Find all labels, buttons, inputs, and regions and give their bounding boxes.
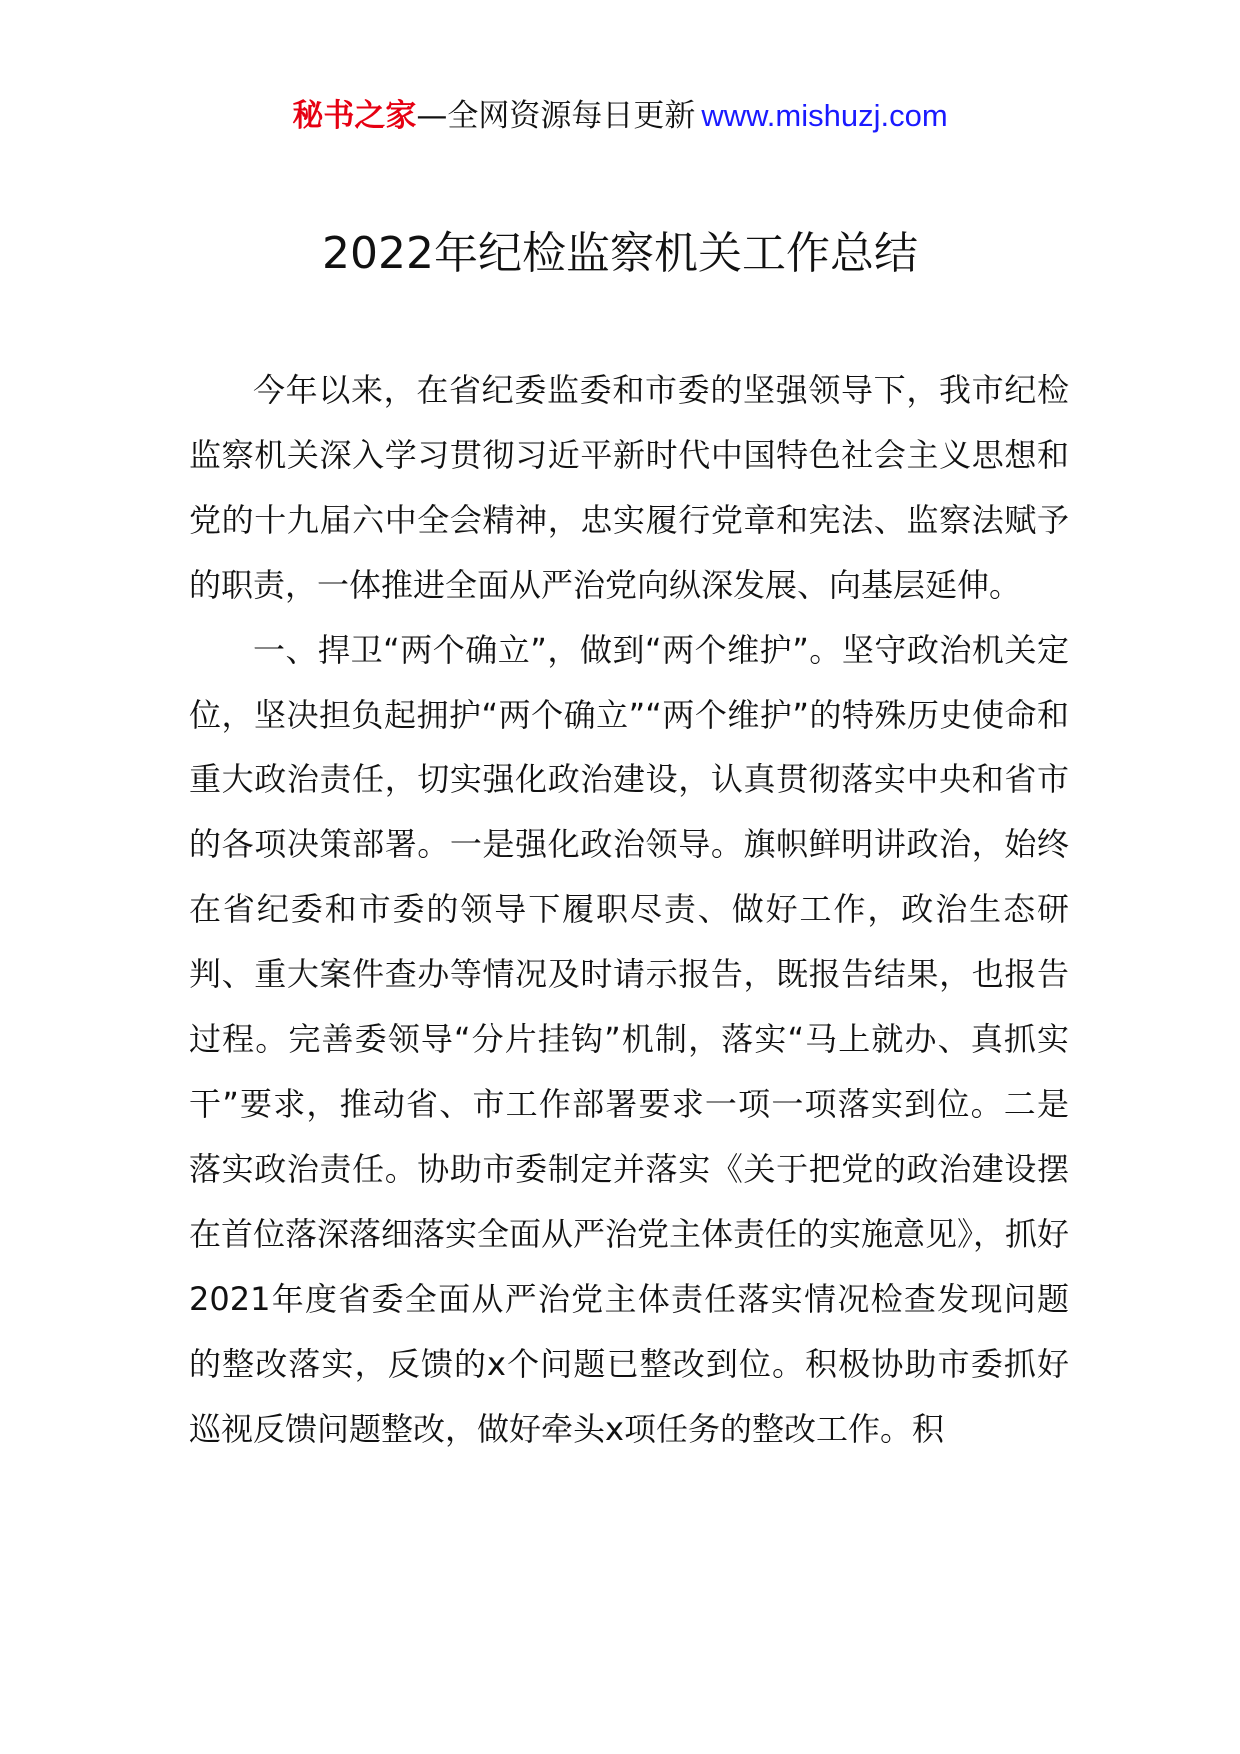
- site-tagline: —全网资源每日更新: [416, 98, 696, 134]
- document-body: [189, 358, 1069, 1461]
- site-header: [0, 96, 1240, 136]
- paragraph-intro: 今年以来，在省纪委监委和市委的坚强领导下，我市纪检监察机关深入学习贯彻习近平新时代中国特色社会主义思想和党的十九届六中全会精神，忠实履行党章和宪法、监察法赋予的职责，一体推进全面从严治党向纵深发展、向基层延伸。: [189, 371, 1069, 604]
- paragraph-section-one: 一、捍卫“两个确立”，做到“两个维护”。坚守政治机关定位，坚决担负起拥护“两个确立”“两个维护”的特殊历史使命和重大政治责任，切实强化政治建设，认真贯彻落实中央和省市的各项决策部署。一是强化政治领导。旗帜鲜明讲政治，始终在省纪委和市委的领导下履职尽责、做好工作，政治生态研判、重大案件查办等情况及时请示报告，既报告结果，也报告过程。完善委领导“分片挂钩”机制，落实“马上就办、真抓实干”要求，推动省、市工作部署要求一项一项落实到位。二是落实政治责任。协助市委制定并落实《关于把党的政治建设摆在首位落深落细落实全面从严治党主体责任的实施意见》，抓好2021年度省委全面从严治党主体责任落实情况检查发现问题的整改落实，反馈的x个问题已整改到位。积极协助市委抓好巡视反馈问题整改，做好牵头x项任务的整改工作。积: [189, 630, 1070, 1448]
- site-url-link[interactable]: www.mishuzj.com: [701, 98, 948, 133]
- site-brand: 秘书之家: [292, 98, 417, 134]
- document-title: 2022年纪检监察机关工作总结: [322, 228, 918, 279]
